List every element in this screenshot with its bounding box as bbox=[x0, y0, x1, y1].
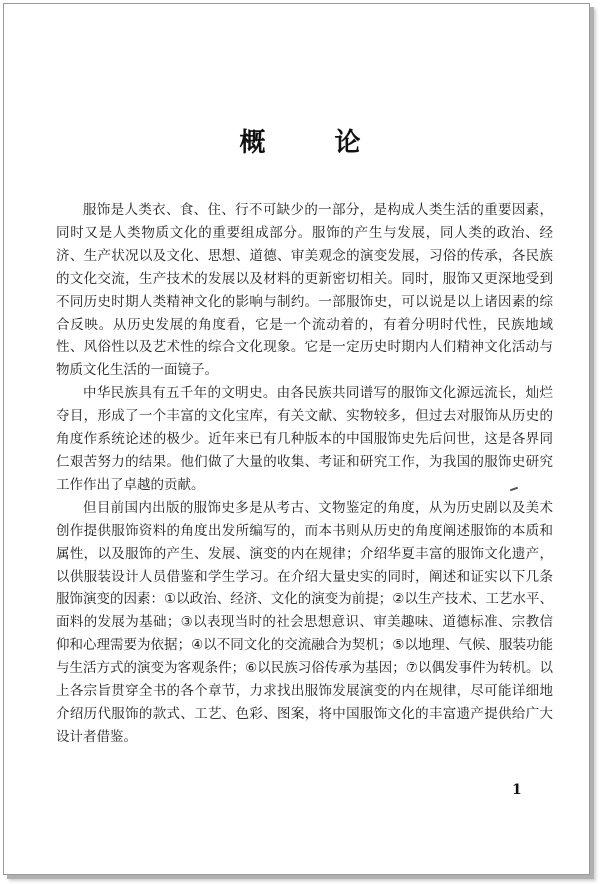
paragraph: 中华民族具有五千年的文明史。由各民族共同谱写的服饰文化源远流长，灿烂夺目，形成了一个丰富的文化宝库，有关文献、实物较多，但过去对服饰从历史的角度作系统论述的极少。近年来已有几种版本的中国服饰史先后问世，这是各界同仁艰苦努力的结果。他们做了大量的收集、考证和研究工作，为我国的服饰史研究工作作出了卓越的贡献。 bbox=[56, 385, 553, 493]
body-text bbox=[56, 199, 553, 749]
paragraph: 服饰是人类衣、食、住、行不可缺少的一部分，是构成人类生活的重要因素，同时又是人类物质文化的重要组成部分。服饰的产生与发展，同人类的政治、经济、生产状况以及文化、思想、道德、审美观念的演变发展，习俗的传承，各民族的文化交流，生产技术的发展以及材料的更新密切相关。同时，服饰又更深地受到不同历史时期人类精神文化的影响与制约。一部服饰史，可以说是以上诸因素的综合反映。从历史发展的角度看，它是一个流动着的，有着分明时代性，民族地域性、风俗性以及艺术性的综合文化现象。它是一定历史时期内人们精神文化活动与物质文化生活的一面镜子。 bbox=[56, 202, 553, 379]
paragraph: 但目前国内出版的服饰史多是从考古、文物鉴定的角度，从为历史剧以及美术创作提供服饰资料的角度出发所编写的，而本书则从历史的角度阐述服饰的本质和属性，以及服饰的产生、发展、演变的内在规律；介绍华夏丰富的服饰文化遗产，以供服装设计人员借鉴和学生学习。在介绍大量史实的同时，阐述和证实以下几条服饰演变的因素：①以政治、经济、文化的演变为前提；②以生产技术、工艺水平、面料的发展为基础；③以表现当时的社会思想意识、审美趣味、道德标准、宗教信仰和心理需要为依据；④以不同文化的交流融合为契机；⑤以地理、气候、服装功能与生活方式的演变为客观条件；⑥以民族习俗传承为基因；⑦以偶发事件为转机。以上各宗旨贯穿全书的各个章节，力求找出服饰发展演变的内在规律，尽可能详细地介绍历代服饰的款式、工艺、色彩、图案，将中国服饰文化的丰富遗产提供给广大设计者借鉴。 bbox=[56, 499, 553, 745]
page-number: 1 bbox=[512, 782, 522, 798]
page-title: 概 论 bbox=[239, 128, 391, 158]
